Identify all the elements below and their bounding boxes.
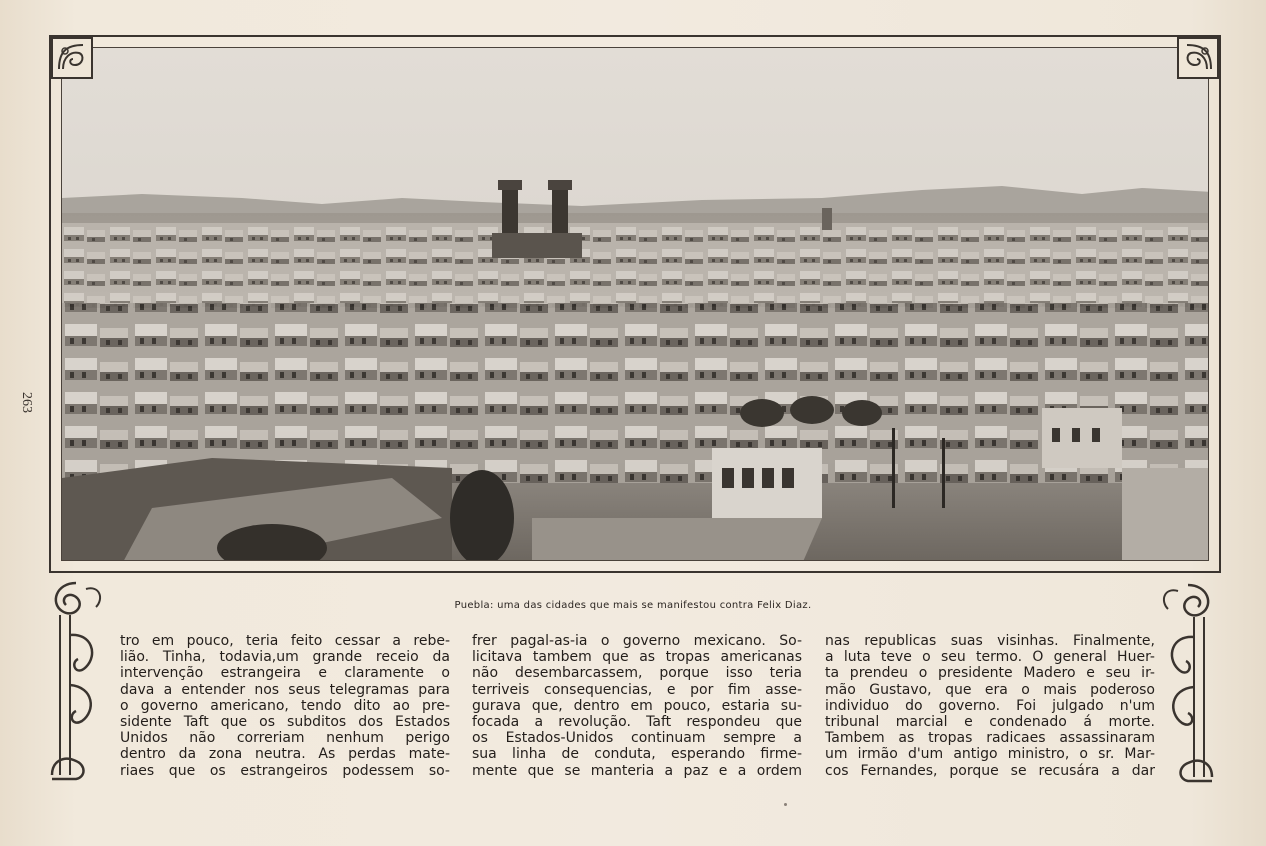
text-line: Unidos não correriam nenhum perigo — [120, 730, 450, 747]
photo-frame — [49, 35, 1221, 573]
text-line: mão Gustavo, que era o mais poderoso — [825, 681, 1155, 698]
ornament-corner-icon — [1177, 37, 1219, 79]
text-line: licitava tambem que as tropas americanas — [472, 649, 802, 666]
text-line: não desembarcassem, porque isso teria — [472, 665, 802, 682]
text-line: focada a revolução. Taft respondeu que — [472, 714, 802, 731]
text-line: intervenção estrangeira e claramente o — [120, 665, 450, 682]
page-number: 263 — [19, 392, 34, 413]
city-panorama-image — [61, 47, 1209, 561]
text-line: gurava que, dentro em pouco, estaria su- — [472, 697, 802, 714]
text-line: tribunal marcial e condenado á morte. — [825, 714, 1155, 731]
text-line: dentro da zona neutra. As perdas mate- — [120, 746, 450, 763]
text-line: individuo do governo. Foi julgado n'um — [825, 697, 1155, 714]
text-line: a luta teve o seu termo. O general Huer- — [825, 649, 1155, 666]
text-line: sidente Taft que os subditos dos Estados — [120, 714, 450, 731]
text-line: ta prendeu o presidente Madero e seu ir- — [825, 665, 1155, 682]
text-line: terriveis consequencias, e por fim asse- — [472, 681, 802, 698]
text-line: cos Fernandes, porque se recusára a dar — [825, 762, 1155, 779]
text-line: tro em pouco, teria feito cessar a rebe- — [120, 633, 450, 649]
text-column-2 — [472, 633, 802, 779]
text-line: riaes que os estrangeiros podessem so- — [120, 762, 450, 779]
text-line: sua linha de conduta, esperando firme- — [472, 746, 802, 763]
text-line: nas republicas suas visinhas. Finalmente, — [825, 633, 1155, 649]
text-line: dava a entender nos seus telegramas para — [120, 681, 450, 698]
art-nouveau-ornament-icon — [46, 575, 108, 785]
text-line: Tambem as tropas radicaes assassinaram — [825, 730, 1155, 747]
text-line: mente que se manteria a paz e a ordem — [472, 762, 802, 779]
text-column-1 — [120, 633, 450, 779]
print-speck — [784, 803, 787, 806]
text-line: um irmão d'um antigo ministro, o sr. Mar- — [825, 746, 1155, 763]
art-nouveau-ornament-icon — [1156, 577, 1218, 787]
text-column-3 — [825, 633, 1155, 779]
text-line: lião. Tinha, todavia,um grande receio da — [120, 649, 450, 666]
photo-caption: Puebla: uma das cidades que mais se manifestou contra Felix Diaz. — [454, 600, 812, 611]
ornament-corner-icon — [51, 37, 93, 79]
text-line: o governo americano, tendo dito ao pre- — [120, 697, 450, 714]
text-line: os Estados-Unidos continuam sempre a — [472, 730, 802, 747]
text-line: frer pagal-as-ia o governo mexicano. So- — [472, 633, 802, 649]
